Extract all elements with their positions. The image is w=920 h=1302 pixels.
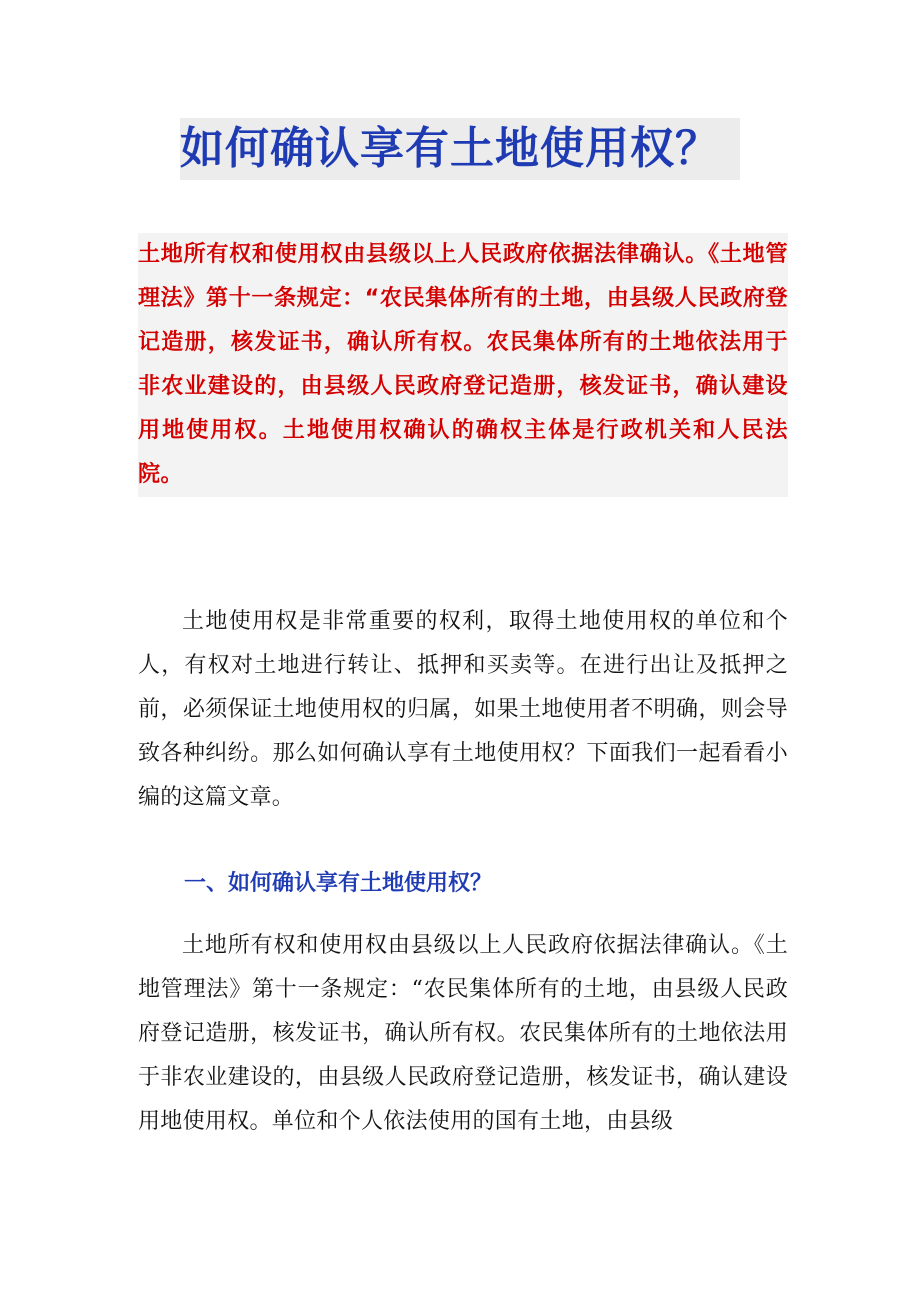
- intro-paragraph: 土地使用权是非常重要的权利，取得土地使用权的单位和个人，有权对土地进行转让、抵押和买卖等。在进行出让及抵押之前，必须保证土地使用权的归属，如果土地使用者不明确，则会导致各种纠纷。那么如何确认享有土地使用权？下面我们一起看看小编的这篇文章。: [138, 609, 788, 810]
- page-title: 如何确认享有土地使用权？: [180, 118, 740, 180]
- summary-paragraph: 土地所有权和使用权由县级以上人民政府依据法律确认。《土地管理法》第十一条规定：“农民集体所有的土地，由县级人民政府登记造册，核发证书，确认所有权。农民集体所有的土地依法用于非农业建设的，由县级人民政府登记造册，核发证书，确认建设用地使用权。土地使用权确认的确权主体是行政机关和人民法院。: [138, 233, 788, 497]
- section-body-paragraph: 土地所有权和使用权由县级以上人民政府依据法律确认。《土地管理法》第十一条规定：“农民集体所有的土地，由县级人民政府登记造册，核发证书，确认所有权。农民集体所有的土地依法用于非农业建设的，由县级人民政府登记造册，核发证书，确认建设用地使用权。单位和个人依法使用的国有土地，由县级: [138, 933, 788, 1134]
- section-heading: 一、如何确认享有土地使用权？: [184, 871, 493, 896]
